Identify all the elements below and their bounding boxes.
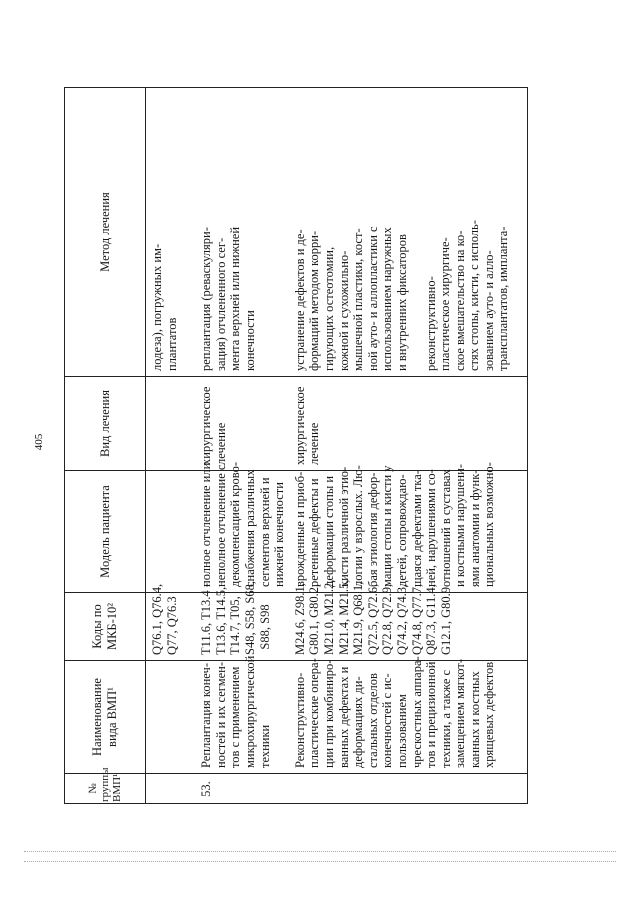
cell-text-line: бая этиология дефор-: [365, 472, 380, 587]
cell-text-line: мента верхней или нижней: [228, 226, 243, 371]
cell-text-line: пластические опера-: [307, 658, 322, 768]
cell-text-line: щаяся дефектами тка-: [409, 470, 424, 587]
patient-model-cell: [289, 462, 528, 593]
cell-text-line: использованием наружных: [380, 227, 395, 371]
cell-text-line: техники: [257, 724, 272, 768]
group-number-cell: [146, 774, 196, 804]
cell-text-line: Реконструктивно-: [292, 672, 307, 768]
cell-text-line: M24.6, Z98.1,: [292, 583, 307, 655]
icd-codes-cell: [195, 581, 289, 661]
cell-text-line: лодеза), погружных им-: [150, 243, 164, 371]
cell-text-line: и внутренних фиксаторов: [394, 234, 409, 371]
cell-text-line: чрескостных аппара-: [409, 656, 424, 768]
cell-text-line: хирургическое: [292, 386, 307, 465]
icd-codes-cell: [146, 583, 196, 661]
group-number-cell: 53.: [195, 774, 289, 804]
cell-text-line: M21.9, Q68.1,: [351, 581, 366, 655]
cell-text-line: ней, нарушениями со-: [424, 469, 439, 587]
cell-text-line: стальных отделов: [365, 673, 380, 768]
cell-text-line: пользованием: [394, 694, 409, 768]
treatment-kind-cell: [195, 377, 289, 471]
header-vmp-name: Наименование вида ВМП¹: [65, 661, 146, 774]
cell-text-line: формаций методом корри-: [307, 230, 322, 371]
cell-text-line: нижней конечности: [272, 482, 287, 587]
cell-text-line: неполное отчленение с: [213, 464, 228, 587]
treatment-method-cell: [195, 88, 289, 377]
cell-text-line: хрящевых дефектов: [482, 661, 497, 768]
cell-text-line: Реплантация конеч-: [199, 663, 214, 768]
treatment-kind-cell: [146, 377, 196, 471]
cell-text-line: реплантация (реваскуляри-: [199, 227, 214, 371]
cell-text-line: тов и прецизионной: [424, 661, 439, 768]
cell-text-line: трансплантатов, импланта-: [496, 226, 511, 371]
table-row: [289, 88, 528, 804]
rotated-page-content: [64, 88, 596, 804]
vmp-name-cell: [195, 655, 289, 774]
cell-text-line: M21.4, M21.5,: [336, 579, 351, 655]
group-number-cell: [289, 774, 528, 804]
cell-text-line: Q87.3, G11.4,: [424, 584, 439, 655]
cell-text-line: ностей и их сегмен-: [213, 661, 228, 768]
cell-text-line: техники, а также с: [438, 669, 453, 768]
cell-text-line: полное отчленение или: [199, 462, 214, 587]
cell-text-line: зованием ауто- и алло-: [481, 250, 496, 371]
cell-text-line: T14.7, T05,: [228, 596, 243, 655]
cell-text-line: S48, S58, S68,: [242, 581, 257, 655]
header-patient-model: Модель пациента: [65, 471, 146, 593]
table-body: [146, 88, 528, 804]
page-number: 405: [33, 433, 45, 451]
cell-text-line: и костными нарушени-: [453, 464, 468, 587]
treatment-method-cell: [146, 88, 196, 377]
cell-text-line: ной ауто- и аллопластики с: [365, 226, 380, 371]
cell-text-line: снабжения различных: [242, 469, 257, 587]
cell-text-line: зация) отчлененного сег-: [213, 237, 228, 371]
cell-text-line: Q76.1, Q76.4,: [150, 583, 164, 655]
vmp-table: [64, 87, 528, 804]
table-row: [195, 88, 289, 804]
cell-text-line: сегментов верхней и: [257, 477, 272, 587]
cell-text-line: конечностей с ис-: [380, 673, 395, 768]
cell-text-line: гирующих остеотомии,: [321, 246, 336, 371]
patient-model-cell: [195, 462, 289, 593]
vmp-name-cell: [289, 656, 528, 774]
cell-text-line: детей, сопровождаю-: [394, 474, 409, 587]
cell-text-line: деформации стопы и: [321, 475, 336, 587]
cell-text-line: тов с применением: [228, 666, 243, 768]
cell-text-line: ретенные дефекты и: [307, 478, 322, 587]
cell-text-line: лечение: [307, 422, 322, 465]
cell-text-line: G12.1, G80.9: [438, 586, 453, 655]
cell-text-line: G80.1, G80.2,: [307, 583, 322, 655]
vmp-name-cell: [146, 661, 196, 774]
scan-dotted-line: [24, 861, 616, 862]
cell-text-line: Q74.2, Q74.3,: [394, 583, 409, 655]
cell-text-line: кожной и сухожильно-: [336, 250, 351, 371]
treatment-method-cell: [289, 88, 528, 377]
icd-codes-cell: [289, 579, 528, 661]
method-paragraph: [150, 94, 179, 371]
cell-text-line: логии у взрослых. Лю-: [351, 465, 366, 587]
cell-text-line: плантатов: [164, 317, 179, 371]
cell-text-line: Q72.5, Q72.6,: [365, 583, 380, 655]
cell-text-line: Q74.8, Q77.7,: [409, 583, 424, 655]
cell-text-line: канных и костных: [467, 671, 482, 768]
cell-text-line: кисти различной этио-: [336, 466, 351, 587]
table-row: [146, 88, 196, 804]
cell-text-line: M21.0, M21.2,: [321, 579, 336, 655]
cell-text-line: циональных возможно-: [482, 462, 497, 587]
cell-text-line: микрохирургической: [242, 655, 257, 768]
cell-text-line: Q77, Q76.3: [164, 596, 179, 655]
cell-text-line: деформациях ди-: [351, 676, 366, 768]
cell-text-line: врожденные и приоб-: [292, 471, 307, 587]
cell-text-line: S88, S98: [257, 604, 272, 650]
cell-text-line: ции при комбиниро-: [321, 659, 336, 768]
cell-text-line: ванных дефектах и: [336, 666, 351, 768]
cell-text-line: стях стопы, кисти, с исполь-: [467, 220, 482, 371]
cell-text-line: мышечной пластики, кост-: [351, 228, 366, 371]
cell-text-line: Q72.8, Q72.9,: [380, 583, 395, 655]
header-group-number: № группы ВМП¹: [65, 774, 146, 804]
cell-text-line: замещением мягкот-: [453, 658, 468, 768]
cell-text-line: мации стопы и кисти у: [380, 465, 395, 587]
cell-text-line: хирургическое: [199, 386, 214, 465]
patient-model-cell: [146, 471, 196, 593]
cell-text-line: конечности: [242, 310, 257, 371]
scan-dotted-line: [24, 851, 616, 852]
cell-text-line: декомпенсацией крово-: [228, 462, 243, 587]
header-treatment-kind: Вид лечения: [65, 377, 146, 471]
cell-text-line: ское вмешательство на ко-: [452, 230, 467, 371]
cell-text-line: T13.6, T14.5,: [213, 586, 228, 655]
method-paragraph: [424, 94, 512, 371]
table-header-row: [65, 88, 146, 804]
cell-text-line: пластическое хирургиче-: [438, 237, 453, 371]
cell-text-line: устранение дефектов и де-: [292, 229, 307, 371]
cell-text-line: отношений в суставах: [438, 469, 453, 587]
cell-text-line: реконструктивно-: [423, 276, 438, 371]
header-icd-codes: Коды по МКБ-10²: [65, 593, 146, 661]
cell-text-line: ями анатомии и функ-: [467, 469, 482, 587]
header-treatment-method: Метод лечения: [65, 88, 146, 377]
cell-text-line: лечение: [213, 422, 228, 465]
method-paragraph: [293, 94, 410, 371]
method-paragraph: [199, 94, 257, 371]
cell-text-line: T11.6, T13.4 -: [199, 583, 214, 655]
treatment-kind-cell: [289, 377, 528, 471]
